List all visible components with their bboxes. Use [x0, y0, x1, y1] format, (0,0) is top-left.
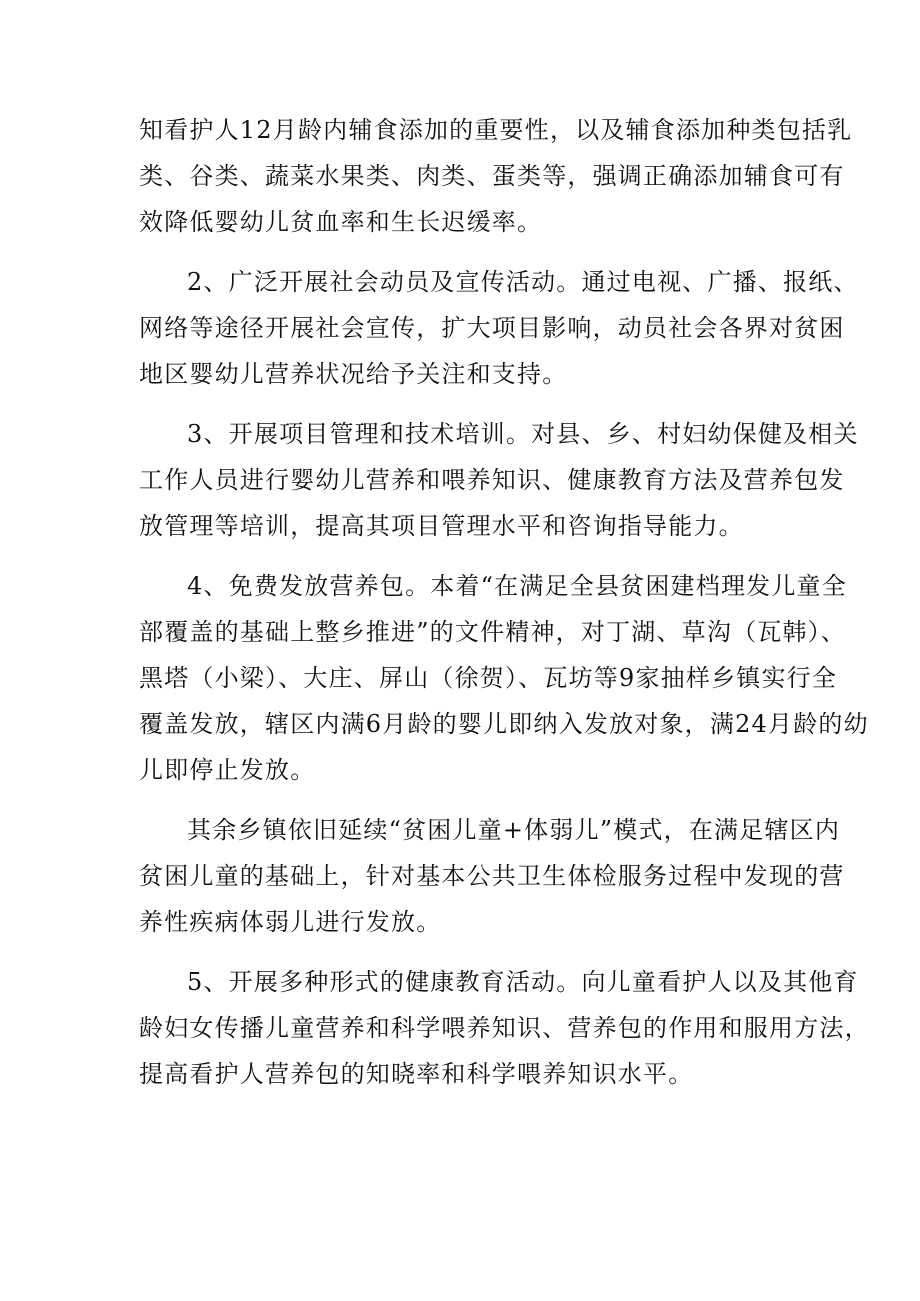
text-line: 黑塔（小梁）、大庄、屏山（徐贺）、瓦坊等9家抽样乡镇实行全: [139, 664, 838, 692]
text-line: 工作人员进行婴幼儿营养和喂养知识、健康教育方法及营养包发: [139, 466, 845, 494]
document-body: [139, 107, 870, 1097]
text-line: 提高看护人营养包的知晓率和科学喂养知识水平。: [139, 1060, 694, 1088]
text-line: 覆盖发放，辖区内满6月龄的婴儿即纳入发放对象，满24月龄的幼: [139, 710, 869, 738]
paragraph-item-3: [139, 411, 859, 549]
paragraph-item-2: [139, 259, 859, 397]
text-line: 放管理等培训，提高其项目管理水平和咨询指导能力。: [139, 512, 744, 540]
paragraph-other-towns: [139, 807, 845, 945]
text-line: 儿即停止发放。: [139, 756, 316, 784]
text-line: 知看护人12月龄内辅食添加的重要性，以及辅食添加种类包括乳: [139, 116, 853, 144]
text-line: 3、开展项目管理和技术培训。对县、乡、村妇幼保健及相关: [187, 420, 859, 448]
paragraph-item-5: [139, 959, 870, 1097]
paragraph-item-4: [139, 563, 869, 793]
text-line: 5、开展多种形式的健康教育活动。向儿童看护人以及其他育: [187, 968, 859, 996]
text-line: 4、免费发放营养包。本着“在满足全县贫困建档理发儿童全: [187, 572, 847, 600]
text-line: 2、广泛开展社会动员及宣传活动。通过电视、广播、报纸、: [187, 268, 859, 296]
text-line: 龄妇女传播儿童营养和科学喂养知识、营养包的作用和服用方法，: [139, 1014, 870, 1042]
text-line: 地区婴幼儿营养状况给予关注和支持。: [139, 360, 568, 388]
text-line: 网络等途径开展社会宣传，扩大项目影响，动员社会各界对贫困: [139, 314, 845, 342]
text-line: 效降低婴幼儿贫血率和生长迟缓率。: [139, 208, 543, 236]
text-line: 部覆盖的基础上整乡推进”的文件精神，对丁湖、草沟（瓦韩）、: [139, 618, 847, 646]
text-line: 其余乡镇依旧延续“贫困儿童+体弱儿”模式，在满足辖区内: [187, 816, 841, 844]
text-line: 类、谷类、蔬菜水果类、肉类、蛋类等，强调正确添加辅食可有: [139, 162, 845, 190]
text-line: 贫困儿童的基础上，针对基本公共卫生体检服务过程中发现的营: [139, 862, 845, 890]
text-line: 养性疾病体弱儿进行发放。: [139, 908, 442, 936]
paragraph-continuation: [139, 107, 853, 245]
